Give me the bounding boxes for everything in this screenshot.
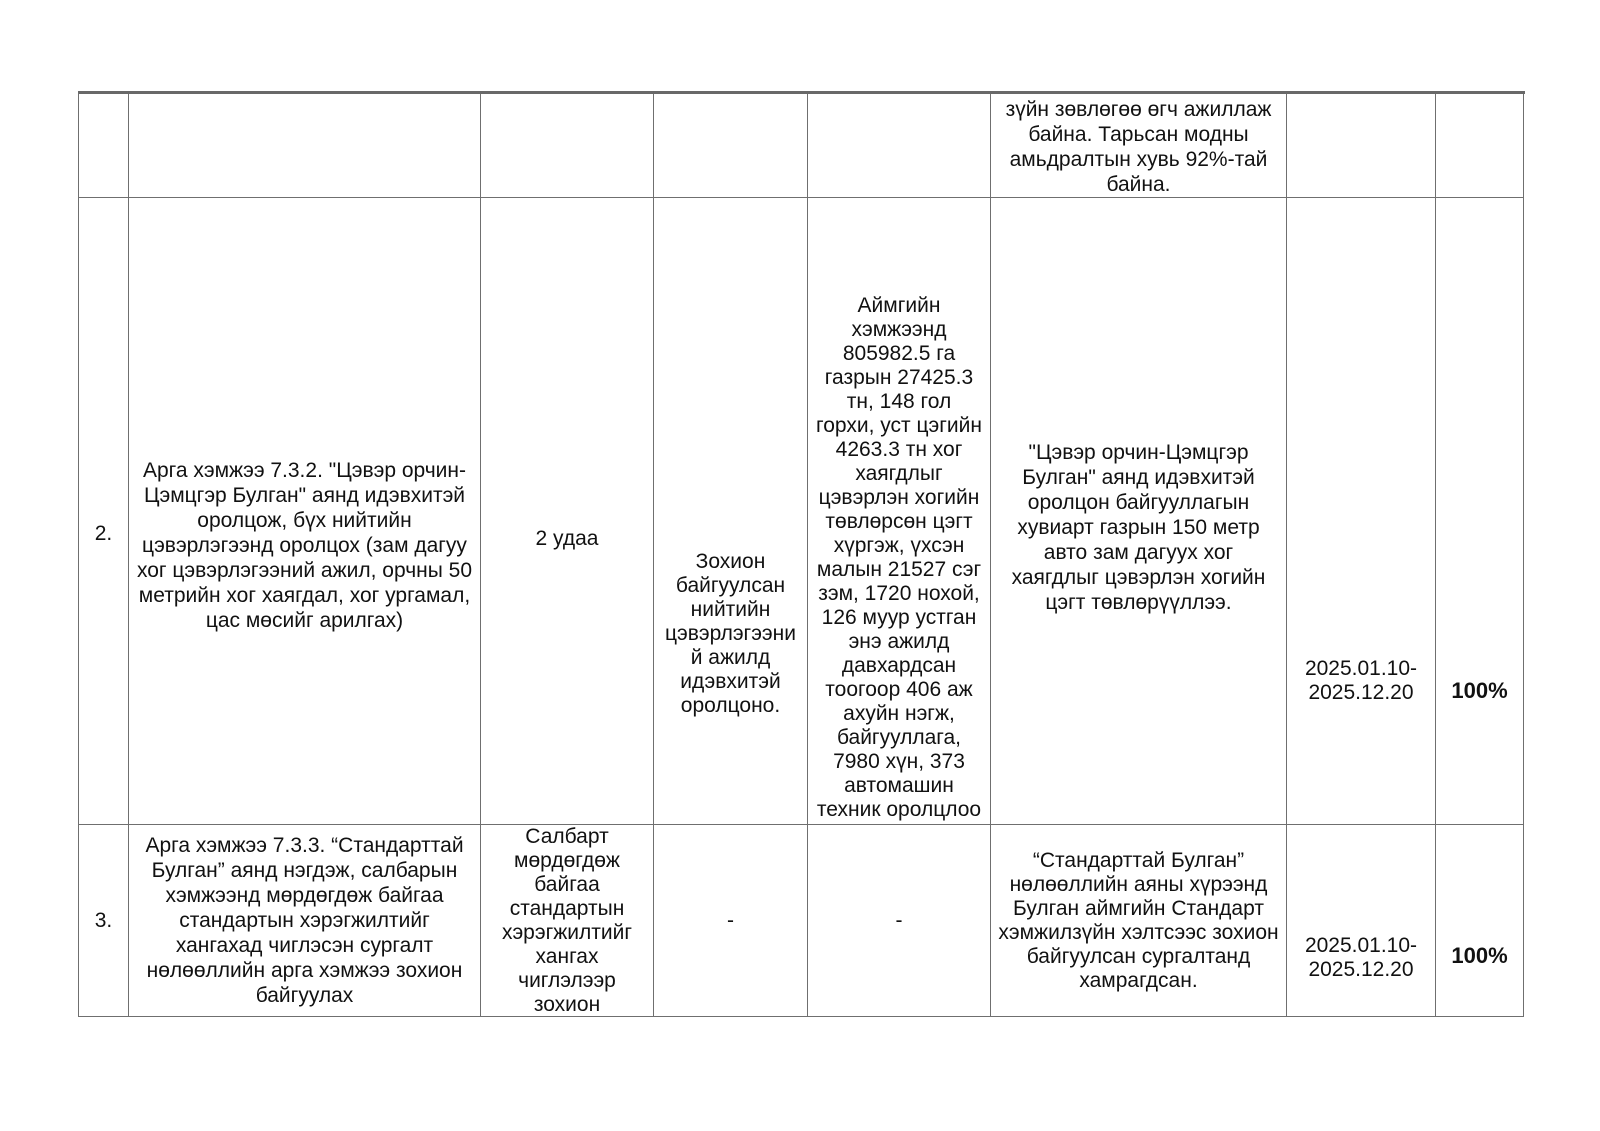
target-cell [481, 198, 654, 825]
criteria-cell [654, 198, 808, 825]
cell-text: 100% [1451, 678, 1508, 703]
completion-cell [1436, 198, 1524, 825]
cell-text: 100% [1451, 942, 1508, 968]
report-table [78, 91, 1525, 1017]
result-detail-cell [808, 825, 991, 1017]
row-number-cell [79, 198, 129, 825]
cell-text: Арга хэмжээ 7.3.3. “Стандарттай Булган” аянд нэгдэж, салбарын хэмжээнд мөрдөгдөж байгаа стандартын хэрэгжилтийг хангахад чиглэсэн сургалт нөлөөллийн арга хэмжээ зохион байгуулах [145, 834, 464, 1007]
result-summary-cell [991, 94, 1287, 198]
cell-text: "Цэвэр орчин-Цэмцгэр Булган" аянд идэвхитэй оролцон байгууллагын хувиарт газрын 150 метр авто зам дагуух хог хаягдлыг цэвэрлэн хогийн цэгт төвлөрүүллээ. [1011, 440, 1266, 614]
completion-cell [1436, 94, 1524, 198]
cell-text: Аймгийн хэмжээнд 805982.5 га газрын 27425.3 тн, 148 гол горхи, уст цэгийн 4263.3 тн хог хаягдлыг цэвэрлэн хогийн төвлөрсөн цэгт хүргэж, үхсэн малын 21527 сэг зэм, 1720 нохой, 126 муур устган энэ ажилд давхардсан тоогоор 406 аж ахуйн нэгж, байгууллага, 7980 хүн, 373 автомашин техник оролцлоо [816, 294, 982, 821]
result-summary-cell [991, 825, 1287, 1017]
row-number-cell [79, 94, 129, 198]
activity-cell [129, 94, 481, 198]
cell-text: 3. [94, 908, 113, 932]
cell-text: зүйн зөвлөгөө өгч ажиллаж байна. Тарьсан модны амьдралтын хувь 92%-тай байна. [1005, 98, 1272, 196]
cell-text: 2025.01.10-2025.12.20 [1304, 657, 1418, 704]
activity-cell [129, 198, 481, 825]
activity-cell [129, 825, 481, 1017]
criteria-cell [654, 94, 808, 198]
target-cell [481, 825, 654, 1017]
period-cell [1287, 198, 1436, 825]
result-detail-cell [808, 94, 991, 198]
cell-text: - [895, 908, 903, 932]
cell-text: Зохион байгуулсан нийтийн цэвэрлэгээний ажилд идэвхитэй оролцоно. [665, 550, 796, 717]
result-detail-cell [808, 198, 991, 825]
cell-text: Салбарт мөрдөгдөж байгаа стандартын хэрэгжилтийг хангах чиглэлээр зохион [501, 825, 633, 1016]
period-cell [1287, 94, 1436, 198]
row-number-cell [79, 825, 129, 1017]
result-summary-cell [991, 198, 1287, 825]
cell-text: Арга хэмжээ 7.3.2. "Цэвэр орчин-Цэмцгэр Булган" аянд идэвхитэй оролцож, бүх нийтийн цэвэрлэгээнд оролцох (зам дагуу хог цэвэрлэгээний ажил, орчны 50 метрийн хог хаягдал, хог ургамал, цас мөсийг арилгах) [136, 458, 473, 632]
completion-cell [1436, 825, 1524, 1017]
criteria-cell [654, 825, 808, 1017]
cell-text: “Стандарттай Булган” нөлөөллийн аяны хүрээнд Булган аймгийн Стандарт хэмжилзүйн хэлтсээс зохион байгуулсан сургалтанд хамрагдсан. [998, 848, 1279, 992]
cell-text: 2025.01.10-2025.12.20 [1304, 933, 1418, 981]
period-cell [1287, 825, 1436, 1017]
cell-text: - [727, 908, 734, 932]
cell-text: 2. [94, 522, 113, 545]
cell-text: 2 удаа [535, 527, 599, 550]
target-cell [481, 94, 654, 198]
